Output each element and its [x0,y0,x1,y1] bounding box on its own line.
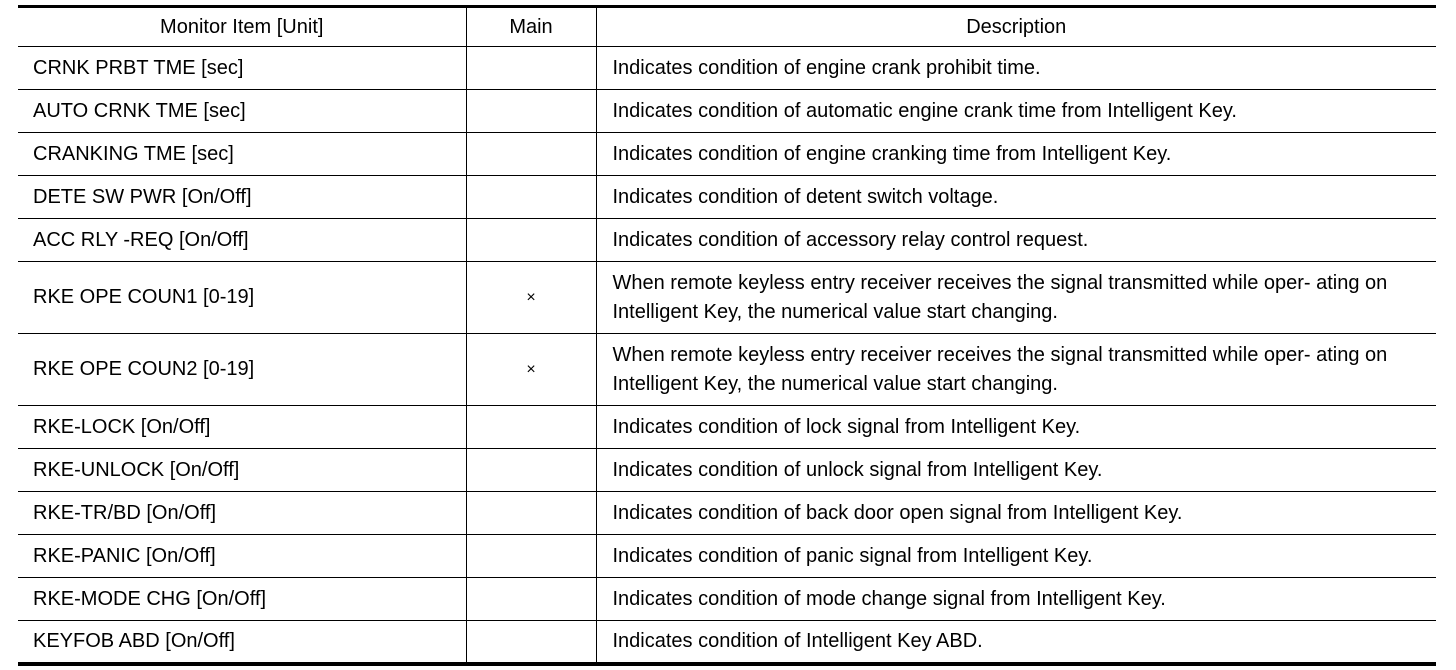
main-cell [466,47,596,90]
table-row [18,262,1436,334]
monitor-item-cell: CRANKING TME [sec] [18,133,466,176]
description-cell: Indicates condition of unlock signal from Intelligent Key. [596,449,1436,492]
header-description: Description [596,7,1436,47]
description-cell: When remote keyless entry receiver receives the signal transmitted while oper- ating on Intelligent Key, the numerical value start changing. [596,334,1436,406]
main-cell [466,406,596,449]
monitor-table-container [18,5,1436,666]
description-cell: Indicates condition of panic signal from Intelligent Key. [596,535,1436,578]
monitor-item-cell: KEYFOB ABD [On/Off] [18,621,466,664]
table-row [18,334,1436,406]
main-cell [466,535,596,578]
description-cell: Indicates condition of detent switch voltage. [596,176,1436,219]
monitor-item-table [18,5,1436,666]
main-cell [466,219,596,262]
table-row [18,621,1436,664]
main-cell [466,90,596,133]
header-monitor-item: Monitor Item [Unit] [18,7,466,47]
description-cell: When remote keyless entry receiver receives the signal transmitted while oper- ating on Intelligent Key, the numerical value start changing. [596,262,1436,334]
main-cell [466,621,596,664]
monitor-item-cell: RKE-PANIC [On/Off] [18,535,466,578]
description-cell: Indicates condition of back door open signal from Intelligent Key. [596,492,1436,535]
table-row [18,176,1436,219]
main-cell [466,133,596,176]
main-cell [466,578,596,621]
table-row [18,578,1436,621]
description-cell: Indicates condition of lock signal from Intelligent Key. [596,406,1436,449]
monitor-item-cell: RKE OPE COUN1 [0-19] [18,262,466,334]
table-row [18,47,1436,90]
table-row [18,535,1436,578]
main-cell [466,176,596,219]
monitor-item-cell: RKE OPE COUN2 [0-19] [18,334,466,406]
main-cell [466,449,596,492]
table-header-row [18,7,1436,47]
monitor-item-cell: AUTO CRNK TME [sec] [18,90,466,133]
monitor-item-cell: CRNK PRBT TME [sec] [18,47,466,90]
header-main: Main [466,7,596,47]
monitor-item-cell: ACC RLY -REQ [On/Off] [18,219,466,262]
monitor-item-cell: RKE-TR/BD [On/Off] [18,492,466,535]
table-row [18,492,1436,535]
monitor-item-cell: RKE-UNLOCK [On/Off] [18,449,466,492]
table-row [18,406,1436,449]
description-cell: Indicates condition of Intelligent Key ABD. [596,621,1436,664]
table-row [18,219,1436,262]
main-cell [466,492,596,535]
description-cell: Indicates condition of mode change signal from Intelligent Key. [596,578,1436,621]
monitor-item-cell: DETE SW PWR [On/Off] [18,176,466,219]
table-row [18,90,1436,133]
description-cell: Indicates condition of engine crank prohibit time. [596,47,1436,90]
description-cell: Indicates condition of automatic engine crank time from Intelligent Key. [596,90,1436,133]
description-cell: Indicates condition of accessory relay control request. [596,219,1436,262]
monitor-item-cell: RKE-LOCK [On/Off] [18,406,466,449]
table-row [18,133,1436,176]
main-cell: × [466,262,596,334]
description-cell: Indicates condition of engine cranking time from Intelligent Key. [596,133,1436,176]
monitor-item-cell: RKE-MODE CHG [On/Off] [18,578,466,621]
main-cell: × [466,334,596,406]
table-row [18,449,1436,492]
